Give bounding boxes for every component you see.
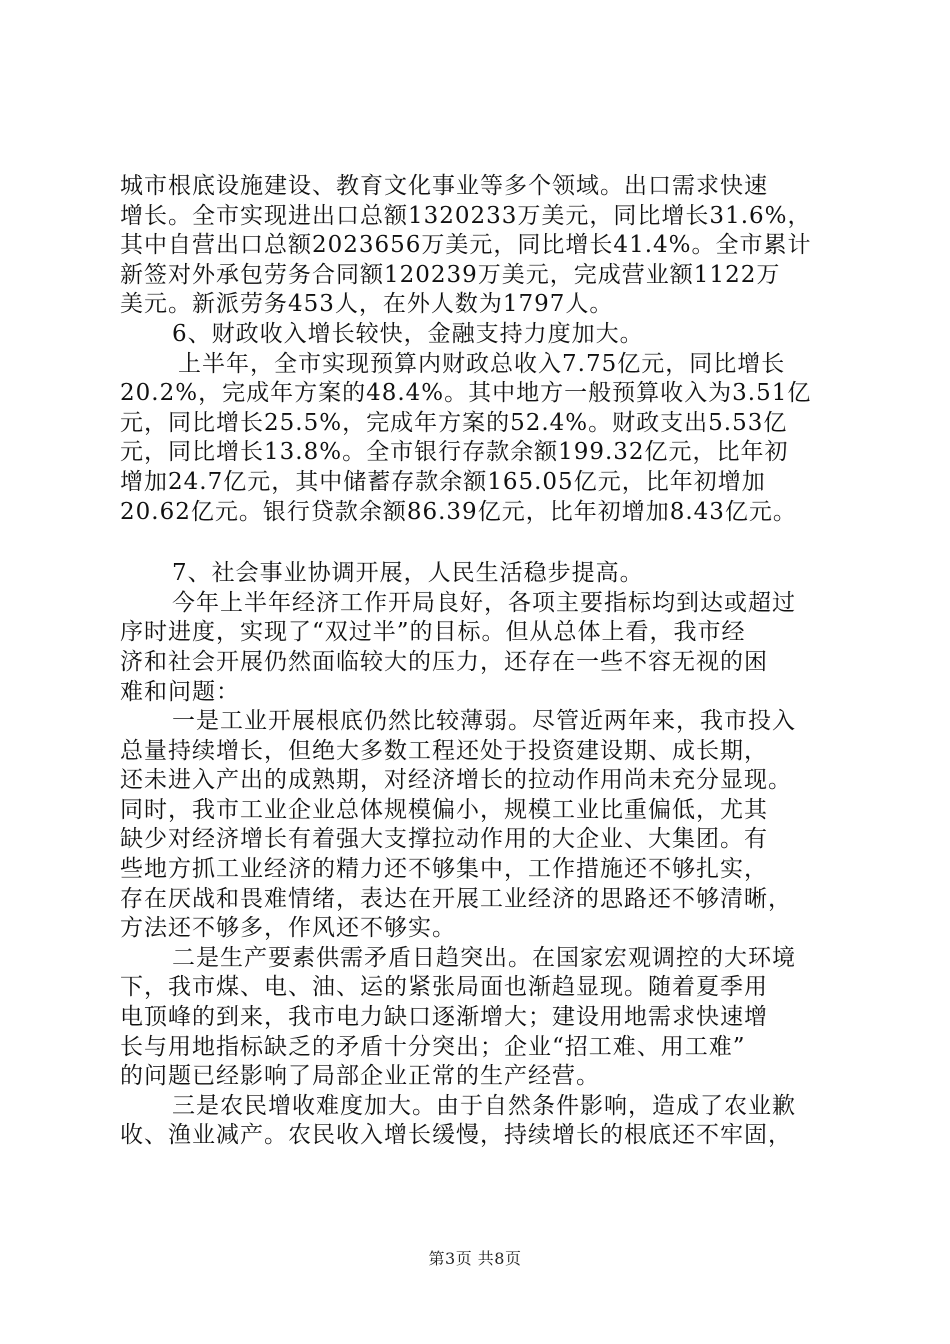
paragraph-start: 今年上半年经济工作开局良好，各项主要指标均到达或超过 bbox=[172, 589, 796, 616]
text-line: 存在厌战和畏难情绪，表达在开展工业经济的思路还不够清晰， bbox=[120, 885, 792, 912]
text-line: 总量持续增长，但绝大多数工程还处于投资建设期、成长期， bbox=[120, 737, 768, 764]
text-line: 美元。新派劳务453人，在外人数为1797人。 bbox=[120, 291, 614, 318]
text-line: 还未进入产出的成熟期，对经济增长的拉动作用尚未充分显现。 bbox=[120, 767, 792, 794]
text-line: 元，同比增长25.5%，完成年方案的52.4%。财政支出5.53亿 bbox=[120, 409, 788, 436]
text-line: 其中自营出口总额2023656万美元，同比增长41.4%。全市累计 bbox=[120, 232, 812, 259]
text-line: 新签对外承包劳务合同额120239万美元，完成营业额1122万 bbox=[120, 261, 781, 288]
text-line: 难和问题： bbox=[120, 678, 240, 705]
text-line: 缺少对经济增长有着强大支撑拉动作用的大企业、大集团。有 bbox=[120, 826, 768, 853]
text-line: 元，同比增长13.8%。全市银行存款余额199.32亿元，比年初 bbox=[120, 439, 789, 466]
text-line: 电顶峰的到来，我市电力缺口逐渐增大；建设用地需求快速增 bbox=[120, 1004, 768, 1031]
section-heading: 6、财政收入增长较快，金融支持力度加大。 bbox=[172, 320, 644, 347]
text-line: 20.2%，完成年方案的48.4%。其中地方一般预算收入为3.51亿 bbox=[120, 380, 812, 407]
paragraph-gap bbox=[120, 527, 850, 559]
text-line: 增长。全市实现进出口总额1320233万美元，同比增长31.6%， bbox=[120, 202, 812, 229]
paragraph-start: 二是生产要素供需矛盾日趋突出。在国家宏观调控的大环境 bbox=[172, 944, 796, 971]
paragraph-start: 一是工业开展根底仍然比较薄弱。尽管近两年来，我市投入 bbox=[172, 708, 796, 735]
text-line: 序时进度，实现了“双过半”的目标。但从总体上看，我市经 bbox=[120, 619, 746, 646]
text-line: 长与用地指标缺乏的矛盾十分突出；企业“招工难、用工难” bbox=[120, 1033, 746, 1060]
text-line: 增加24.7亿元，其中储蓄存款余额165.05亿元，比年初增加 bbox=[120, 468, 766, 495]
text-line: 同时，我市工业企业总体规模偏小，规模工业比重偏低，尤其 bbox=[120, 796, 768, 823]
text-line: 的问题已经影响了局部企业正常的生产经营。 bbox=[120, 1063, 600, 1090]
text-line: 方法还不够多，作风还不够实。 bbox=[120, 915, 456, 942]
text-line: 收、渔业减产。农民收入增长缓慢，持续增长的根底还不牢固， bbox=[120, 1122, 792, 1149]
paragraph-start: 三是农民增收难度加大。由于自然条件影响，造成了农业歉 bbox=[172, 1092, 796, 1119]
text-line: 济和社会开展仍然面临较大的压力，还存在一些不容无视的困 bbox=[120, 648, 768, 675]
paragraph-start: 上半年，全市实现预算内财政总收入7.75亿元，同比增长 bbox=[178, 350, 786, 377]
text-line: 城市根底设施建设、教育文化事业等多个领域。出口需求快速 bbox=[120, 173, 768, 199]
document-body bbox=[120, 172, 850, 1151]
page-number-footer: 第3页 共8页 bbox=[428, 1249, 522, 1268]
text-line: 些地方抓工业经济的精力还不够集中，工作措施还不够扎实， bbox=[120, 856, 768, 883]
section-heading: 7、社会事业协调开展，人民生活稳步提高。 bbox=[172, 560, 644, 587]
text-line: 20.62亿元。银行贷款余额86.39亿元，比年初增加8.43亿元。 bbox=[120, 498, 797, 525]
text-line: 下，我市煤、电、油、运的紧张局面也渐趋显现。随着夏季用 bbox=[120, 974, 768, 1001]
